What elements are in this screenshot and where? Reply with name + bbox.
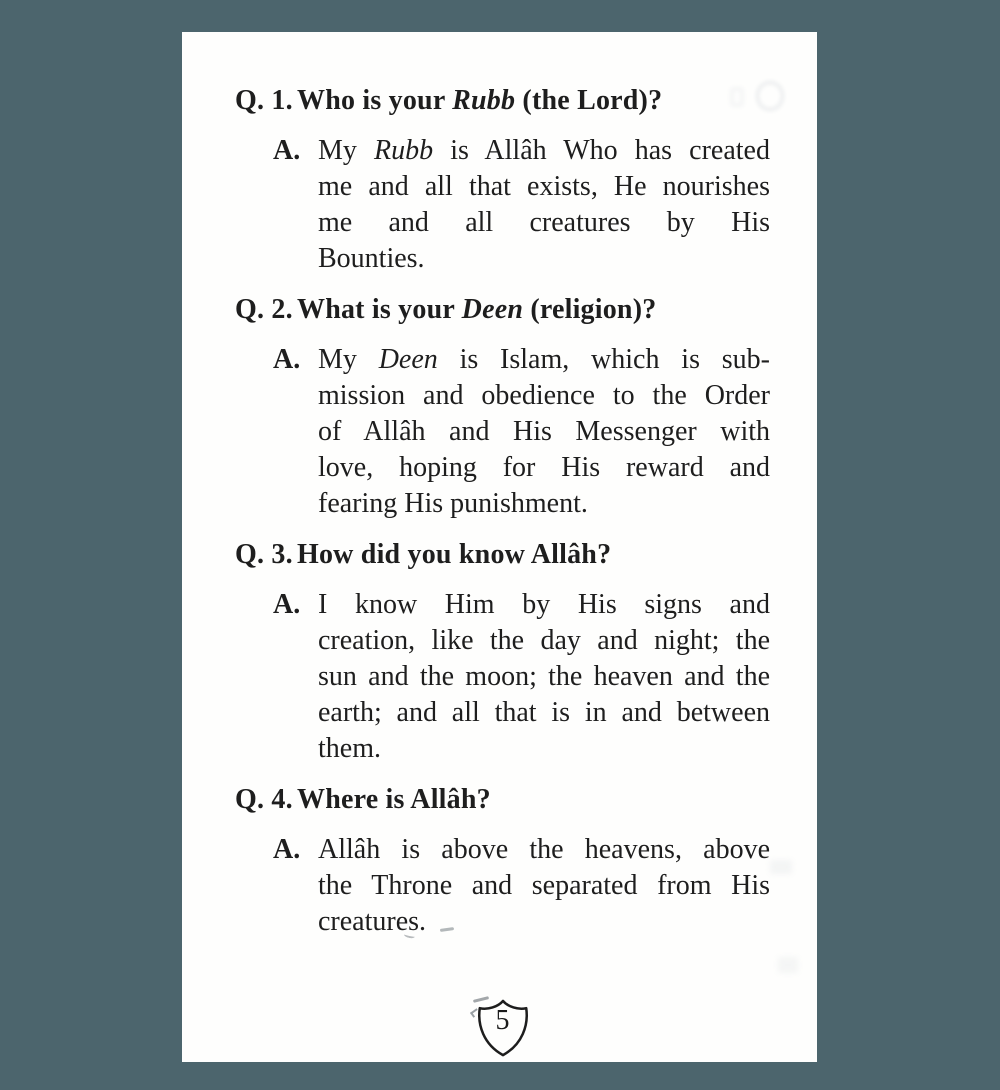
answer-1-label: A. <box>273 135 301 166</box>
answer-3 <box>273 587 770 767</box>
answer-line <box>318 587 770 623</box>
answer-1 <box>273 133 770 277</box>
answer-2-text <box>318 342 770 522</box>
question-4-title <box>297 782 770 818</box>
question-1-title-suffix: (the Lord)? <box>515 85 663 116</box>
answer-line-text: Allâh is above the heavens, above <box>318 834 770 865</box>
answer-line <box>318 133 770 169</box>
question-4-title-text: Where is Allâh? <box>297 784 491 815</box>
answer-line: Bounties. <box>318 243 425 274</box>
question-1-title-text: Who is your <box>297 85 453 116</box>
answer-line-text: I know Him by His signs and <box>318 589 770 620</box>
italic-term: Rubb <box>452 85 516 116</box>
question-3-number: Q. 3. <box>235 539 293 570</box>
question-2-number: Q. 2. <box>235 294 293 325</box>
question-2 <box>235 292 770 328</box>
answer-line: of Allâh and His Messenger with <box>318 416 770 447</box>
question-2-title-suffix: (religion)? <box>523 294 657 325</box>
answer-line-text: is Islam, which is sub- <box>437 344 770 375</box>
answer-line: earth; and all that is in and between <box>318 697 770 728</box>
scanned-book-page <box>182 32 817 1062</box>
answer-4-label: A. <box>273 834 301 865</box>
question-3-title-text: How did you know Allâh? <box>297 539 612 570</box>
answer-line: them. <box>318 733 381 764</box>
question-4-number: Q. 4. <box>235 784 293 815</box>
question-4 <box>235 782 770 818</box>
question-1-number: Q. 1. <box>235 85 293 116</box>
question-1 <box>235 83 770 119</box>
answer-line-text: My <box>318 344 379 375</box>
page-number-badge <box>474 998 532 1058</box>
answer-4-text <box>318 832 770 940</box>
question-1-title <box>297 83 770 119</box>
question-3-title <box>297 537 770 573</box>
italic-term: Deen <box>378 344 438 375</box>
answer-line: creatures. <box>318 906 427 937</box>
answer-line <box>318 832 770 868</box>
question-2-title-text: What is your <box>297 294 462 325</box>
answer-line: fearing His punishment. <box>318 488 588 519</box>
answer-3-label: A. <box>273 589 301 620</box>
italic-term: Rubb <box>374 135 434 166</box>
italic-term: Deen <box>461 294 524 325</box>
page-number: 5 <box>495 1005 510 1036</box>
question-2-title <box>297 292 770 328</box>
answer-line-text: is Allâh Who has created <box>433 135 770 166</box>
answer-line: me and all creatures by His <box>318 207 770 238</box>
answer-line: mission and obedience to the Order <box>318 380 770 411</box>
answer-2-label: A. <box>273 344 301 375</box>
answer-line: love, hoping for His reward and <box>318 452 770 483</box>
answer-line: creation, like the day and night; the <box>318 625 770 656</box>
answer-line: the Throne and separated from His <box>318 870 770 901</box>
answer-line: me and all that exists, He nourishes <box>318 171 770 202</box>
answer-3-text <box>318 587 770 767</box>
page-content <box>182 32 817 1058</box>
page-footer <box>235 998 770 1058</box>
answer-line-text: My <box>318 135 374 166</box>
answer-line: sun and the moon; the heaven and the <box>318 661 770 692</box>
answer-4 <box>273 832 770 940</box>
answer-2 <box>273 342 770 522</box>
answer-1-text <box>318 133 770 277</box>
answer-line <box>318 342 770 378</box>
question-3 <box>235 537 770 573</box>
